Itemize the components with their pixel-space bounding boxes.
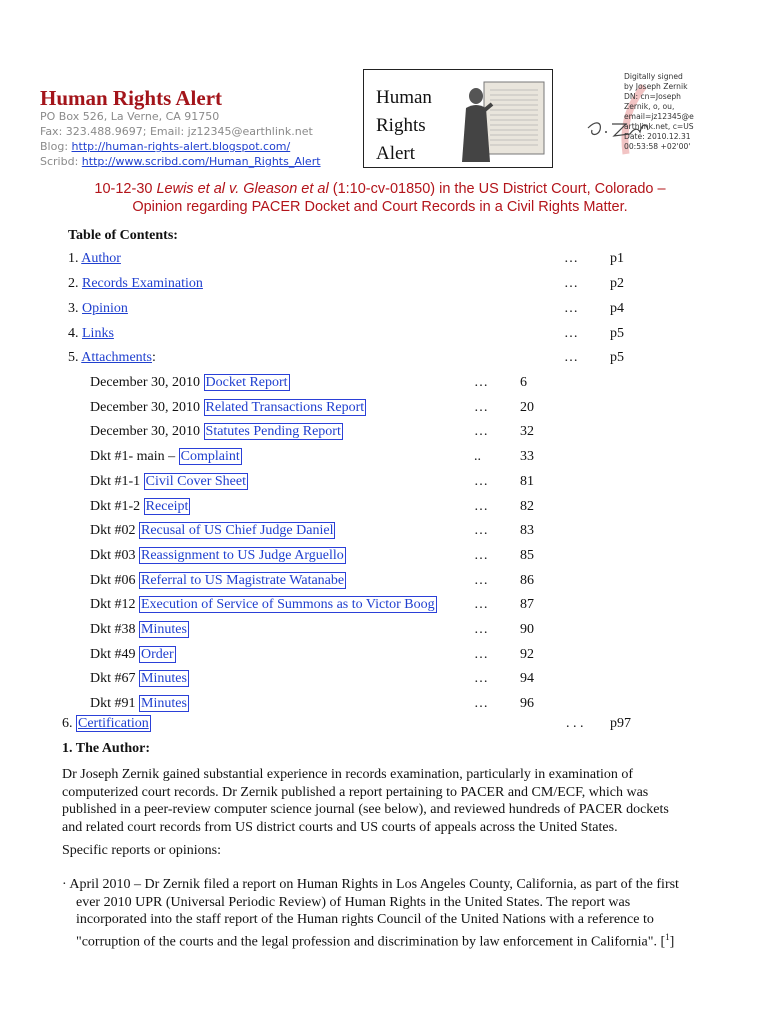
- attachment-page: 6: [520, 375, 527, 390]
- attachment-link[interactable]: Referral to US Magistrate Watanabe: [141, 573, 345, 588]
- attachment-prefix: December 30, 2010: [90, 400, 201, 415]
- attachment-dots: …: [474, 671, 488, 686]
- attachment-page: 94: [520, 671, 534, 686]
- title-line-2: Opinion regarding PACER Docket and Court Records in a Civil Rights Matter.: [132, 199, 628, 215]
- attachment-item: [90, 671, 189, 687]
- toc-num: 6.: [62, 716, 73, 731]
- signature-line: Digitally signed: [624, 72, 683, 81]
- attachment-prefix: December 30, 2010: [90, 375, 201, 390]
- toc-item-certification: [62, 716, 151, 732]
- bullet-line: incorporated into the staff report of the Human rights Council of the United Nations with a reference to: [76, 912, 654, 927]
- attachment-page: 85: [520, 548, 534, 563]
- title-line-1: [60, 180, 700, 198]
- attachment-page: 92: [520, 647, 534, 662]
- bullet-line: ever 2010 UPR (Universal Periodic Review) of Human Rights in the United States. The report was: [76, 894, 631, 910]
- footnote-close: ]: [669, 934, 675, 950]
- attachment-dots: ..: [474, 449, 481, 464]
- attachment-link[interactable]: Civil Cover Sheet: [145, 474, 246, 489]
- paragraph-line: published in a peer-review computer science journal (see below), and reviewed hundreds of PACER dockets: [62, 802, 669, 817]
- attachment-page: 86: [520, 573, 534, 588]
- toc-dots: …: [564, 350, 578, 365]
- digital-signature: [582, 72, 732, 162]
- attachment-page: 82: [520, 499, 534, 514]
- address: PO Box 526, La Verne, CA 91750: [40, 110, 220, 123]
- attachment-page: 90: [520, 622, 534, 637]
- title-case: Lewis et al v. Gleason et al: [156, 181, 329, 197]
- bullet-line: [62, 876, 722, 894]
- attachment-prefix: Dkt #91: [90, 696, 136, 711]
- attachment-item: [90, 424, 343, 440]
- attachment-item: [90, 523, 335, 539]
- bullet-text: April 2010 – Dr Zernik filed a report on Human Rights in Los Angeles County, California, as part of the first: [69, 877, 679, 892]
- blog-line: [40, 140, 290, 153]
- attachment-dots: …: [474, 696, 488, 711]
- footnote-ref[interactable]: 1: [665, 931, 670, 942]
- signature-line: Zernik, o, ou,: [624, 102, 675, 111]
- section-heading-author: 1. The Author:: [62, 741, 151, 756]
- bullet-item: [62, 876, 722, 951]
- blog-link[interactable]: http://human-rights-alert.blogspot.com/: [71, 140, 291, 153]
- bullet-text: "corruption of the courts and the legal profession and discrimination by law enforcement in California". [: [76, 934, 666, 950]
- attachment-link[interactable]: Receipt: [145, 499, 189, 514]
- attachment-prefix: Dkt #1- main –: [90, 449, 176, 464]
- attachment-link[interactable]: Reassignment to US Judge Arguello: [141, 548, 344, 563]
- author-paragraph: [62, 766, 722, 836]
- signature-line: 00:53:58 +02'00': [624, 142, 691, 151]
- toc-num: 1.: [68, 251, 79, 266]
- title-rest: (1:10-cv-01850) in the US District Court, Colorado –: [332, 181, 666, 197]
- toc-link-certification[interactable]: Certification: [78, 716, 149, 731]
- logo-image: [462, 74, 548, 164]
- logo: [363, 69, 553, 168]
- attachment-page: 96: [520, 696, 534, 711]
- attachment-prefix: Dkt #03: [90, 548, 136, 563]
- attachment-prefix: Dkt #06: [90, 573, 136, 588]
- logo-line: Rights: [376, 115, 426, 136]
- toc-link-opinion[interactable]: Opinion: [82, 301, 128, 316]
- toc-item-links: [68, 326, 114, 342]
- toc-dots: . . .: [566, 716, 584, 731]
- attachment-prefix: December 30, 2010: [90, 424, 201, 439]
- attachment-prefix: Dkt #12: [90, 597, 136, 612]
- toc-suffix: :: [152, 350, 156, 365]
- attachment-prefix: Dkt #49: [90, 647, 136, 662]
- toc-item-opinion: [68, 301, 128, 317]
- attachment-item: [90, 597, 437, 613]
- toc-heading: Table of Contents:: [68, 228, 178, 243]
- toc-num: 5.: [68, 350, 79, 365]
- toc-dots: …: [564, 276, 578, 291]
- toc-page: p97: [610, 716, 631, 731]
- signature-line: DN: cn=Joseph: [624, 92, 681, 101]
- signature-line: email=jz12345@e: [624, 112, 694, 121]
- scribd-link[interactable]: http://www.scribd.com/Human_Rights_Alert: [81, 155, 321, 168]
- attachment-item: [90, 499, 190, 515]
- toc-num: 3.: [68, 301, 79, 316]
- attachment-item: [90, 548, 346, 564]
- attachment-page: 87: [520, 597, 534, 612]
- scribd-label: Scribd:: [40, 155, 79, 168]
- attachment-item: [90, 622, 189, 638]
- signature-text: [624, 72, 732, 152]
- logo-line: Human: [376, 87, 432, 108]
- attachment-dots: …: [474, 424, 488, 439]
- attachment-page: 83: [520, 523, 534, 538]
- bullet-line: [62, 929, 722, 951]
- attachment-item: [90, 647, 176, 663]
- toc-link-author[interactable]: Author: [81, 251, 121, 266]
- attachment-link[interactable]: Minutes: [141, 622, 187, 637]
- toc-num: 4.: [68, 326, 79, 341]
- scribd-line: [40, 155, 321, 168]
- attachment-item: [90, 449, 242, 465]
- attachment-dots: …: [474, 400, 488, 415]
- attachment-link[interactable]: Statutes Pending Report: [205, 424, 341, 439]
- attachment-dots: …: [474, 573, 488, 588]
- toc-dots: …: [564, 251, 578, 266]
- attachment-link[interactable]: Execution of Service of Summons as to Victor Boog: [141, 597, 435, 612]
- attachment-dots: …: [474, 647, 488, 662]
- logo-line: Alert: [376, 143, 416, 164]
- paragraph-line: computerized court records. Dr Zernik published a report pertaining to PACER and CM/ECF, which was: [62, 784, 649, 800]
- attachment-link[interactable]: Recusal of US Chief Judge Daniel: [141, 523, 334, 538]
- attachment-item: [90, 696, 189, 712]
- toc-item-author: [68, 251, 121, 267]
- attachment-dots: …: [474, 375, 488, 390]
- attachment-prefix: Dkt #1-2: [90, 499, 141, 514]
- attachment-page: 32: [520, 424, 534, 439]
- attachment-link[interactable]: Minutes: [141, 671, 187, 686]
- paragraph-line: Dr Joseph Zernik gained substantial experience in records examination, particularly in examination of: [62, 767, 634, 782]
- toc-page: p2: [610, 276, 624, 291]
- attachment-link[interactable]: Minutes: [141, 696, 187, 711]
- signature-line: by Joseph Zernik: [624, 82, 688, 91]
- attachment-link[interactable]: Related Transactions Report: [205, 400, 365, 415]
- attachment-link[interactable]: Complaint: [180, 449, 240, 464]
- attachment-dots: …: [474, 622, 488, 637]
- blog-label: Blog:: [40, 140, 69, 153]
- toc-page: p5: [610, 350, 624, 365]
- toc-num: 2.: [68, 276, 79, 291]
- attachment-item: [90, 573, 346, 589]
- title-date: 10-12-30: [94, 181, 153, 197]
- attachment-dots: …: [474, 474, 488, 489]
- attachment-link[interactable]: Docket Report: [205, 375, 288, 390]
- attachment-prefix: Dkt #67: [90, 671, 136, 686]
- toc-item-attachments: [68, 350, 156, 366]
- signature-line: arthlink.net, c=US: [624, 122, 694, 131]
- toc-page: p5: [610, 326, 624, 341]
- toc-link-attachments[interactable]: Attachments: [81, 350, 152, 365]
- toc-link-records[interactable]: Records Examination: [82, 276, 203, 291]
- attachment-page: 81: [520, 474, 534, 489]
- attachment-page: 20: [520, 400, 534, 415]
- attachment-prefix: Dkt #38: [90, 622, 136, 637]
- signature-line: Date: 2010.12.31: [624, 132, 691, 141]
- toc-page: p1: [610, 251, 624, 266]
- attachment-dots: …: [474, 523, 488, 538]
- bullet-marker: ·: [62, 877, 67, 892]
- attachment-dots: …: [474, 499, 488, 514]
- logo-text: [376, 84, 432, 168]
- specific-reports-label: Specific reports or opinions:: [62, 843, 222, 858]
- toc-page: p4: [610, 301, 624, 316]
- attachment-page: 33: [520, 449, 534, 464]
- attachment-prefix: Dkt #1-1: [90, 474, 141, 489]
- toc-item-records: [68, 276, 203, 292]
- attachment-item: [90, 474, 248, 490]
- toc-dots: …: [564, 326, 578, 341]
- contact-line: Fax: 323.488.9697; Email: jz12345@earthlink.net: [40, 125, 313, 138]
- toc-dots: …: [564, 301, 578, 316]
- attachment-link[interactable]: Order: [141, 647, 174, 662]
- attachment-item: [90, 400, 366, 416]
- paragraph-line: and related court records from US district courts and US courts of appeals across the United States.: [62, 819, 618, 835]
- toc-link-links[interactable]: Links: [82, 326, 114, 341]
- attachment-dots: …: [474, 548, 488, 563]
- attachment-item: [90, 375, 290, 391]
- attachment-prefix: Dkt #02: [90, 523, 136, 538]
- document-title: [60, 180, 700, 216]
- attachment-dots: …: [474, 597, 488, 612]
- org-name: Human Rights Alert: [40, 86, 223, 110]
